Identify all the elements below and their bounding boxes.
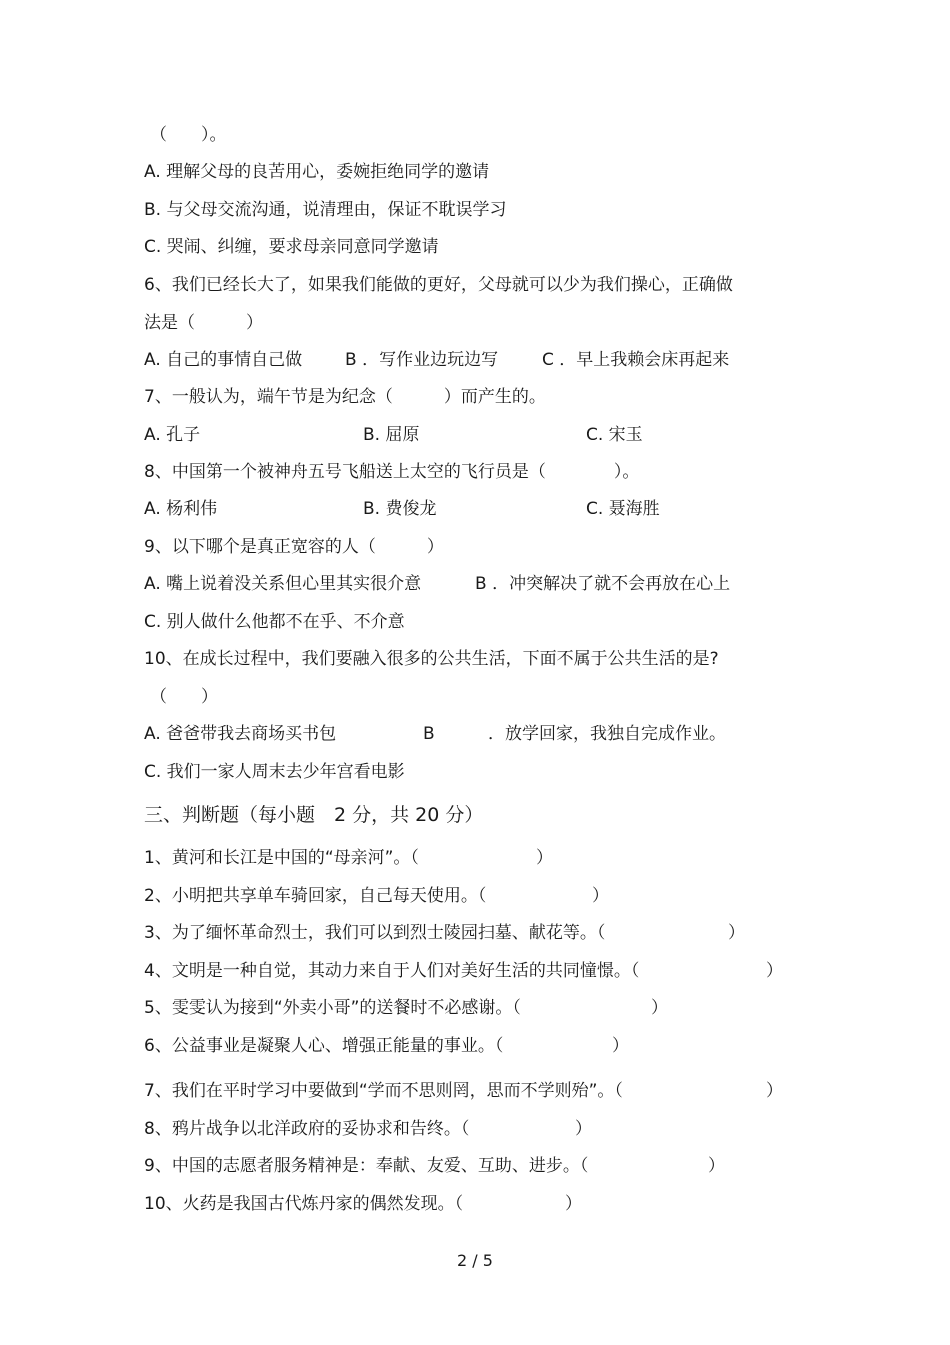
q7-option-c: C. 宋玉: [586, 425, 643, 445]
q6-stem-line2: 法是（ ）: [144, 313, 263, 333]
q10-stem-line1: 10、在成长过程中，我们要融入很多的公共生活，下面不属于公共生活的是?: [144, 649, 719, 669]
q5-stem-end: （ ）。: [150, 125, 227, 145]
tf-item-8-close: ）: [575, 1119, 592, 1139]
q6-option-b: B ．写作业边玩边写: [345, 350, 499, 370]
q10-option-c: C. 我们一家人周末去少年宫看电影: [144, 762, 405, 782]
tf-item-6: 6、公益事业是凝聚人心、增强正能量的事业。（: [144, 1036, 504, 1056]
tf-item-6-close: ）: [612, 1036, 629, 1056]
q9-option-b: B ．冲突解决了就不会再放在心上: [475, 574, 731, 594]
tf-item-8: 8、鸦片战争以北洋政府的妥协求和告终。（: [144, 1119, 470, 1139]
q9-option-a: A. 嘴上说着没关系但心里其实很介意: [144, 574, 422, 594]
q8-option-a: A. 杨利伟: [144, 499, 218, 519]
page-number: 2 / 5: [457, 1251, 493, 1270]
q10-option-a: A. 爸爸带我去商场买书包: [144, 724, 337, 744]
q6-option-c: C ．早上我赖会床再起来: [542, 350, 730, 370]
q9-option-c: C. 别人做什么他都不在乎、不介意: [144, 612, 405, 632]
q5-option-c: C. 哭闹、纠缠，要求母亲同意同学邀请: [144, 237, 439, 257]
q10-stem-line2: （ ）: [150, 687, 218, 707]
q8-stem: 8、中国第一个被神舟五号飞船送上太空的飞行员是（ ）。: [144, 462, 640, 482]
q5-option-b: B. 与父母交流沟通，说清理由，保证不耽误学习: [144, 200, 507, 220]
q10-option-b-text: ．放学回家，我独自完成作业。: [488, 724, 726, 744]
tf-item-5: 5、雯雯认为接到“外卖小哥”的送餐时不必感谢。（: [144, 998, 521, 1018]
tf-item-2-close: ）: [592, 886, 609, 906]
q6-stem-line1: 6、我们已经长大了，如果我们能做的更好，父母就可以少为我们操心，正确做: [144, 275, 733, 295]
q7-stem: 7、一般认为，端午节是为纪念（ ）而产生的。: [144, 387, 546, 407]
tf-item-7-close: ）: [766, 1081, 783, 1101]
tf-item-10: 10、火药是我国古代炼丹家的偶然发现。（: [144, 1194, 464, 1214]
tf-item-4-close: ）: [766, 961, 783, 981]
tf-item-1: 1、黄河和长江是中国的“母亲河”。（: [144, 848, 419, 868]
q7-option-a: A. 孔子: [144, 425, 201, 445]
q10-option-b-letter: B: [423, 724, 435, 744]
tf-item-9: 9、中国的志愿者服务精神是：奉献、友爱、互助、进步。（: [144, 1156, 589, 1176]
q9-stem: 9、以下哪个是真正宽容的人（ ）: [144, 537, 444, 557]
tf-item-3: 3、为了缅怀革命烈士，我们可以到烈士陵园扫墓、献花等。（: [144, 923, 606, 943]
q8-option-b: B. 费俊龙: [363, 499, 437, 519]
q7-option-b: B. 屈原: [363, 425, 420, 445]
tf-item-10-close: ）: [565, 1194, 582, 1214]
tf-item-5-close: ）: [651, 998, 668, 1018]
tf-item-3-close: ）: [728, 923, 745, 943]
q5-option-a: A. 理解父母的良苦用心，委婉拒绝同学的邀请: [144, 162, 490, 182]
tf-item-4: 4、文明是一种自觉，其动力来自于人们对美好生活的共同憧憬。（: [144, 961, 640, 981]
tf-item-2: 2、小明把共享单车骑回家，自己每天使用。（: [144, 886, 487, 906]
tf-item-1-close: ）: [536, 848, 553, 868]
tf-item-7: 7、我们在平时学习中要做到“学而不思则罔，思而不学则殆”。（: [144, 1081, 623, 1101]
section3-title: 三、判断题（每小题 2 分，共 20 分）: [144, 804, 484, 826]
q6-option-a: A. 自己的事情自己做: [144, 350, 303, 370]
q8-option-c: C. 聂海胜: [586, 499, 660, 519]
tf-item-9-close: ）: [708, 1156, 725, 1176]
